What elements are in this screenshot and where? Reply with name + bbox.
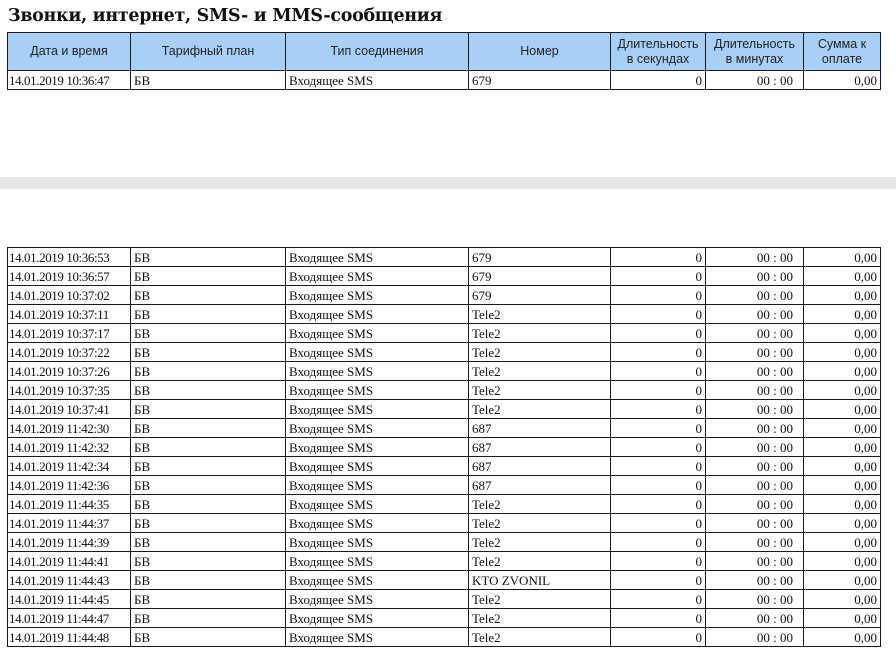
cell-type: Входящее SMS: [286, 267, 469, 286]
cell-duration-sec: 0: [611, 419, 706, 438]
cell-number: Tele2: [469, 381, 611, 400]
cell-amount: 0,00: [804, 286, 881, 305]
cell-amount: 0,00: [804, 438, 881, 457]
table-row: [8, 71, 881, 90]
cell-duration-min: 00 : 00: [706, 267, 804, 286]
cell-type: Входящее SMS: [286, 71, 469, 90]
cell-type: Входящее SMS: [286, 476, 469, 495]
cell-duration-sec: 0: [611, 267, 706, 286]
cell-type: Входящее SMS: [286, 438, 469, 457]
cell-duration-sec: 0: [611, 381, 706, 400]
cell-duration-min: 00 : 00: [706, 305, 804, 324]
cell-duration-min: 00 : 00: [706, 533, 804, 552]
cell-duration-min: 00 : 00: [706, 419, 804, 438]
cell-number: 679: [469, 71, 611, 90]
cell-amount: 0,00: [804, 248, 881, 267]
table-row: [8, 400, 881, 419]
cell-datetime: 14.01.2019 11:44:43: [8, 571, 131, 590]
cell-type: Входящее SMS: [286, 419, 469, 438]
cell-plan: БВ: [131, 438, 286, 457]
cell-duration-min: 00 : 00: [706, 71, 804, 90]
cell-number: Tele2: [469, 533, 611, 552]
cell-duration-sec: 0: [611, 71, 706, 90]
cell-number: 679: [469, 248, 611, 267]
header-datetime: Дата и время: [8, 33, 131, 71]
cell-duration-sec: 0: [611, 609, 706, 628]
cell-number: Tele2: [469, 343, 611, 362]
cell-number: 687: [469, 476, 611, 495]
table-row: [8, 343, 881, 362]
cell-type: Входящее SMS: [286, 343, 469, 362]
cell-amount: 0,00: [804, 457, 881, 476]
cell-amount: 0,00: [804, 343, 881, 362]
cell-plan: БВ: [131, 248, 286, 267]
table-row: [8, 248, 881, 267]
cell-type: Входящее SMS: [286, 495, 469, 514]
cell-number: 679: [469, 267, 611, 286]
cell-amount: 0,00: [804, 476, 881, 495]
table-row: [8, 457, 881, 476]
cell-duration-sec: 0: [611, 495, 706, 514]
table-row: [8, 267, 881, 286]
cell-duration-min: 00 : 00: [706, 400, 804, 419]
page-title: Звонки, интернет, SMS- и MMS-сообщения: [8, 6, 443, 26]
cell-duration-sec: 0: [611, 457, 706, 476]
cell-plan: БВ: [131, 400, 286, 419]
cell-duration-min: 00 : 00: [706, 571, 804, 590]
cell-number: KTO ZVONIL: [469, 571, 611, 590]
cell-type: Входящее SMS: [286, 457, 469, 476]
cell-plan: БВ: [131, 628, 286, 647]
cell-amount: 0,00: [804, 71, 881, 90]
cell-type: Входящее SMS: [286, 552, 469, 571]
cell-duration-min: 00 : 00: [706, 381, 804, 400]
cell-type: Входящее SMS: [286, 324, 469, 343]
cell-type: Входящее SMS: [286, 571, 469, 590]
cell-datetime: 14.01.2019 10:37:02: [8, 286, 131, 305]
cell-number: Tele2: [469, 552, 611, 571]
cell-amount: 0,00: [804, 590, 881, 609]
cell-duration-min: 00 : 00: [706, 552, 804, 571]
cell-duration-min: 00 : 00: [706, 514, 804, 533]
header-duration-min: Длительность в минутах: [706, 33, 804, 71]
cell-amount: 0,00: [804, 609, 881, 628]
cell-duration-sec: 0: [611, 362, 706, 381]
cell-duration-sec: 0: [611, 476, 706, 495]
cell-datetime: 14.01.2019 10:36:57: [8, 267, 131, 286]
cell-number: 687: [469, 438, 611, 457]
cell-number: 687: [469, 457, 611, 476]
cell-datetime: 14.01.2019 11:44:48: [8, 628, 131, 647]
cell-datetime: 14.01.2019 10:37:41: [8, 400, 131, 419]
cell-duration-min: 00 : 00: [706, 343, 804, 362]
cell-duration-min: 00 : 00: [706, 438, 804, 457]
cell-duration-sec: 0: [611, 628, 706, 647]
table-row: [8, 438, 881, 457]
header-duration-sec: Длительность в секундах: [611, 33, 706, 71]
cell-plan: БВ: [131, 324, 286, 343]
table-row: [8, 514, 881, 533]
cell-datetime: 14.01.2019 11:44:45: [8, 590, 131, 609]
cell-number: Tele2: [469, 400, 611, 419]
cell-plan: БВ: [131, 71, 286, 90]
cell-amount: 0,00: [804, 267, 881, 286]
cell-amount: 0,00: [804, 419, 881, 438]
cell-amount: 0,00: [804, 495, 881, 514]
cell-duration-sec: 0: [611, 248, 706, 267]
cell-number: Tele2: [469, 362, 611, 381]
table-header-row: [8, 33, 881, 71]
cell-type: Входящее SMS: [286, 362, 469, 381]
cell-amount: 0,00: [804, 514, 881, 533]
cell-duration-min: 00 : 00: [706, 590, 804, 609]
table-row: [8, 419, 881, 438]
cell-duration-min: 00 : 00: [706, 286, 804, 305]
cell-type: Входящее SMS: [286, 400, 469, 419]
cell-datetime: 14.01.2019 11:44:35: [8, 495, 131, 514]
cell-duration-sec: 0: [611, 305, 706, 324]
cell-duration-min: 00 : 00: [706, 457, 804, 476]
table-row: [8, 590, 881, 609]
cell-plan: БВ: [131, 590, 286, 609]
cell-duration-sec: 0: [611, 286, 706, 305]
cell-plan: БВ: [131, 362, 286, 381]
cell-type: Входящее SMS: [286, 609, 469, 628]
cell-type: Входящее SMS: [286, 286, 469, 305]
cell-datetime: 14.01.2019 11:44:47: [8, 609, 131, 628]
cell-plan: БВ: [131, 286, 286, 305]
cell-duration-sec: 0: [611, 533, 706, 552]
header-number: Номер: [469, 33, 611, 71]
cell-datetime: 14.01.2019 11:42:32: [8, 438, 131, 457]
cell-number: Tele2: [469, 609, 611, 628]
cell-duration-sec: 0: [611, 400, 706, 419]
cell-datetime: 14.01.2019 11:42:36: [8, 476, 131, 495]
cell-amount: 0,00: [804, 400, 881, 419]
cell-plan: БВ: [131, 457, 286, 476]
cell-amount: 0,00: [804, 324, 881, 343]
cell-datetime: 14.01.2019 11:42:30: [8, 419, 131, 438]
cell-type: Входящее SMS: [286, 590, 469, 609]
table-row: [8, 362, 881, 381]
cell-duration-sec: 0: [611, 552, 706, 571]
usage-table-page1: [7, 32, 881, 90]
cell-datetime: 14.01.2019 11:44:41: [8, 552, 131, 571]
cell-duration-min: 00 : 00: [706, 495, 804, 514]
table-row: [8, 381, 881, 400]
table-row: [8, 552, 881, 571]
cell-plan: БВ: [131, 476, 286, 495]
cell-type: Входящее SMS: [286, 533, 469, 552]
cell-datetime: 14.01.2019 11:44:39: [8, 533, 131, 552]
cell-plan: БВ: [131, 267, 286, 286]
cell-amount: 0,00: [804, 305, 881, 324]
cell-datetime: 14.01.2019 11:42:34: [8, 457, 131, 476]
cell-number: Tele2: [469, 590, 611, 609]
cell-plan: БВ: [131, 609, 286, 628]
cell-duration-sec: 0: [611, 343, 706, 362]
cell-plan: БВ: [131, 381, 286, 400]
cell-type: Входящее SMS: [286, 305, 469, 324]
cell-plan: БВ: [131, 305, 286, 324]
cell-datetime: 14.01.2019 10:37:11: [8, 305, 131, 324]
cell-datetime: 14.01.2019 10:37:22: [8, 343, 131, 362]
cell-amount: 0,00: [804, 533, 881, 552]
cell-amount: 0,00: [804, 628, 881, 647]
cell-type: Входящее SMS: [286, 514, 469, 533]
cell-plan: БВ: [131, 343, 286, 362]
table-row: [8, 476, 881, 495]
cell-number: Tele2: [469, 514, 611, 533]
header-amount: Сумма к оплате: [804, 33, 881, 71]
table-row: [8, 495, 881, 514]
header-type: Тип соединения: [286, 33, 469, 71]
cell-type: Входящее SMS: [286, 248, 469, 267]
cell-duration-min: 00 : 00: [706, 609, 804, 628]
cell-amount: 0,00: [804, 362, 881, 381]
cell-number: Tele2: [469, 324, 611, 343]
table-row: [8, 324, 881, 343]
cell-plan: БВ: [131, 419, 286, 438]
cell-duration-sec: 0: [611, 438, 706, 457]
cell-duration-sec: 0: [611, 324, 706, 343]
table-body-page1: [8, 71, 881, 90]
cell-duration-sec: 0: [611, 590, 706, 609]
cell-duration-min: 00 : 00: [706, 324, 804, 343]
header-plan: Тарифный план: [131, 33, 286, 71]
table-row: [8, 609, 881, 628]
cell-duration-min: 00 : 00: [706, 476, 804, 495]
usage-table-page2: [7, 247, 881, 647]
cell-duration-min: 00 : 00: [706, 628, 804, 647]
cell-datetime: 14.01.2019 11:44:37: [8, 514, 131, 533]
cell-duration-sec: 0: [611, 514, 706, 533]
cell-plan: БВ: [131, 514, 286, 533]
cell-number: Tele2: [469, 628, 611, 647]
table-row: [8, 286, 881, 305]
cell-plan: БВ: [131, 571, 286, 590]
cell-datetime: 14.01.2019 10:37:17: [8, 324, 131, 343]
cell-amount: 0,00: [804, 571, 881, 590]
cell-number: Tele2: [469, 305, 611, 324]
cell-number: 687: [469, 419, 611, 438]
cell-duration-sec: 0: [611, 571, 706, 590]
cell-plan: БВ: [131, 552, 286, 571]
table-row: [8, 628, 881, 647]
cell-amount: 0,00: [804, 552, 881, 571]
cell-datetime: 14.01.2019 10:36:47: [8, 71, 131, 90]
cell-datetime: 14.01.2019 10:36:53: [8, 248, 131, 267]
cell-number: 679: [469, 286, 611, 305]
cell-datetime: 14.01.2019 10:37:26: [8, 362, 131, 381]
table-row: [8, 533, 881, 552]
table-row: [8, 571, 881, 590]
cell-type: Входящее SMS: [286, 628, 469, 647]
cell-amount: 0,00: [804, 381, 881, 400]
cell-datetime: 14.01.2019 10:37:35: [8, 381, 131, 400]
cell-type: Входящее SMS: [286, 381, 469, 400]
table-row: [8, 305, 881, 324]
cell-number: Tele2: [469, 495, 611, 514]
cell-duration-min: 00 : 00: [706, 362, 804, 381]
cell-plan: БВ: [131, 495, 286, 514]
page-break-band: [0, 177, 896, 189]
cell-duration-min: 00 : 00: [706, 248, 804, 267]
cell-plan: БВ: [131, 533, 286, 552]
table-body-page2: [8, 248, 881, 647]
